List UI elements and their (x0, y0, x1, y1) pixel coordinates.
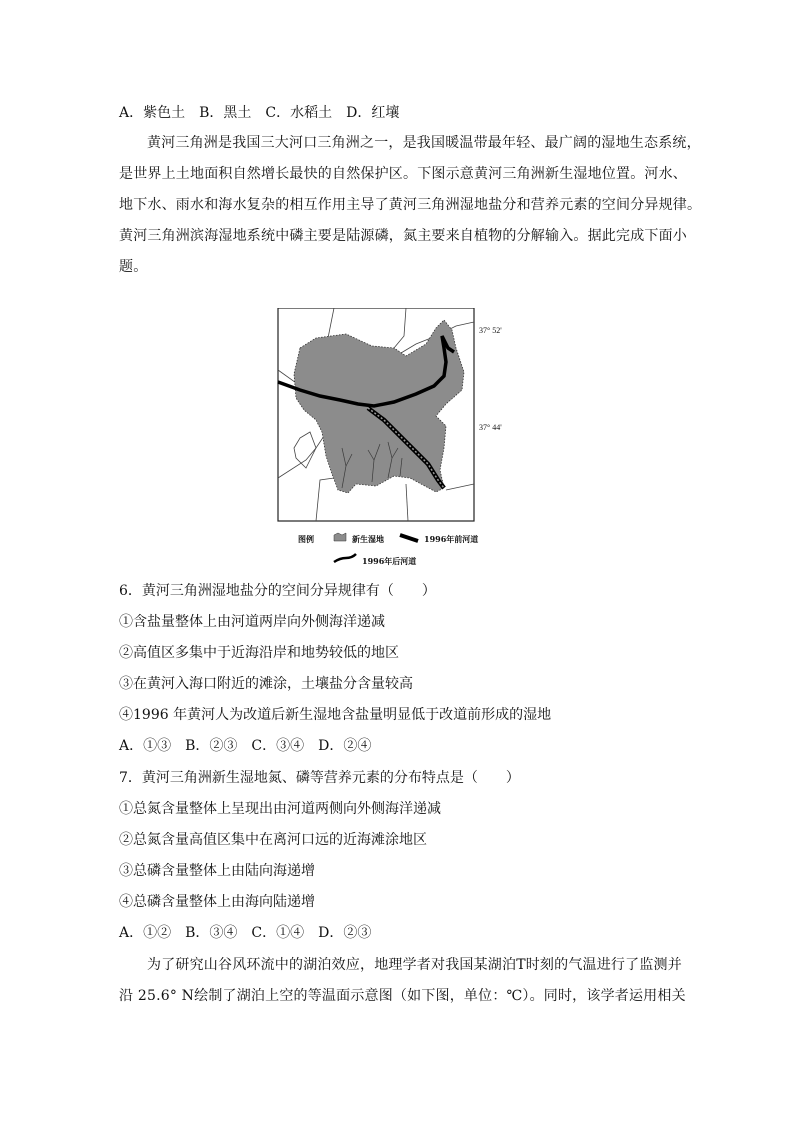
q6-options: A．①③ B．②③ C．③④ D．②④ (119, 738, 372, 754)
legend-title: 图例 (298, 534, 314, 544)
lat-label-1: 37° 52' (479, 326, 502, 335)
q7-stem: 7．黄河三角洲新生湿地氮、磷等营养元素的分布特点是（ ） (119, 770, 520, 786)
q6-item: ③在黄河入海口附近的滩涂，土壤盐分含量较高 (119, 676, 413, 692)
legend-item-new-wetland: 新生湿地 (352, 534, 384, 544)
final-line: 沿 25.6° N绘制了湖泊上空的等温面示意图（如下图，单位：℃）。同时，该学者运用相关 (119, 988, 686, 1004)
delta-map (276, 308, 516, 578)
yellow-river-delta-map-figure (276, 308, 516, 578)
legend-wetland-swatch (334, 533, 346, 541)
final-line: 为了研究山谷风环流中的湖泊效应，地理学者对我国某湖泊T时刻的气温进行了监测并 (147, 957, 682, 973)
legend-item-pre-1996: 1996年前河道 (424, 534, 479, 544)
intro-line: 是世界上土地面积自然增长最快的自然保护区。下图示意黄河三角洲新生湿地位置。河水、 (119, 166, 687, 182)
intro-line: 黄河三角洲滨海湿地系统中磷主要是陆源磷，氮主要来自植物的分解输入。据此完成下面小 (119, 228, 687, 244)
q6-item: ①含盐量整体上由河道两岸向外侧海洋递减 (119, 614, 385, 630)
intro-line: 题。 (119, 259, 148, 275)
intro-line: 地下水、雨水和海水复杂的相互作用主导了黄河三角洲湿地盐分和营养元素的空间分异规律。 (119, 197, 702, 213)
q7-item: ④总磷含量整体上由海向陆递增 (119, 894, 315, 910)
legend-pre-1996-swatch (400, 535, 418, 541)
q7-options: A．①② B．③④ C．①④ D．②③ (119, 925, 372, 941)
q6-stem: 6．黄河三角洲湿地盐分的空间分异规律有（ ） (119, 583, 436, 599)
lat-label-2: 37° 44' (479, 423, 502, 432)
q5-options: A．紫色土 B．黑土 C．水稻土 D．红壤 (119, 105, 400, 121)
q6-item: ②高值区多集中于近海沿岸和地势较低的地区 (119, 645, 399, 661)
q6-item: ④1996 年黄河人为改道后新生湿地含盐量明显低于改道前形成的湿地 (119, 707, 552, 723)
q7-item: ③总磷含量整体上由陆向海递增 (119, 863, 315, 879)
q7-item: ②总氮含量高值区集中在离河口远的近海滩涂地区 (119, 832, 427, 848)
legend-item-post-1996: 1996年后河道 (362, 556, 417, 566)
intro-line: 黄河三角洲是我国三大河口三角洲之一，是我国暖温带最年轻、最广阔的湿地生态系统， (147, 135, 701, 151)
legend-post-1996-swatch (334, 554, 356, 562)
q7-item: ①总氮含量整体上呈现出由河道两侧向外侧海洋递减 (119, 801, 441, 817)
